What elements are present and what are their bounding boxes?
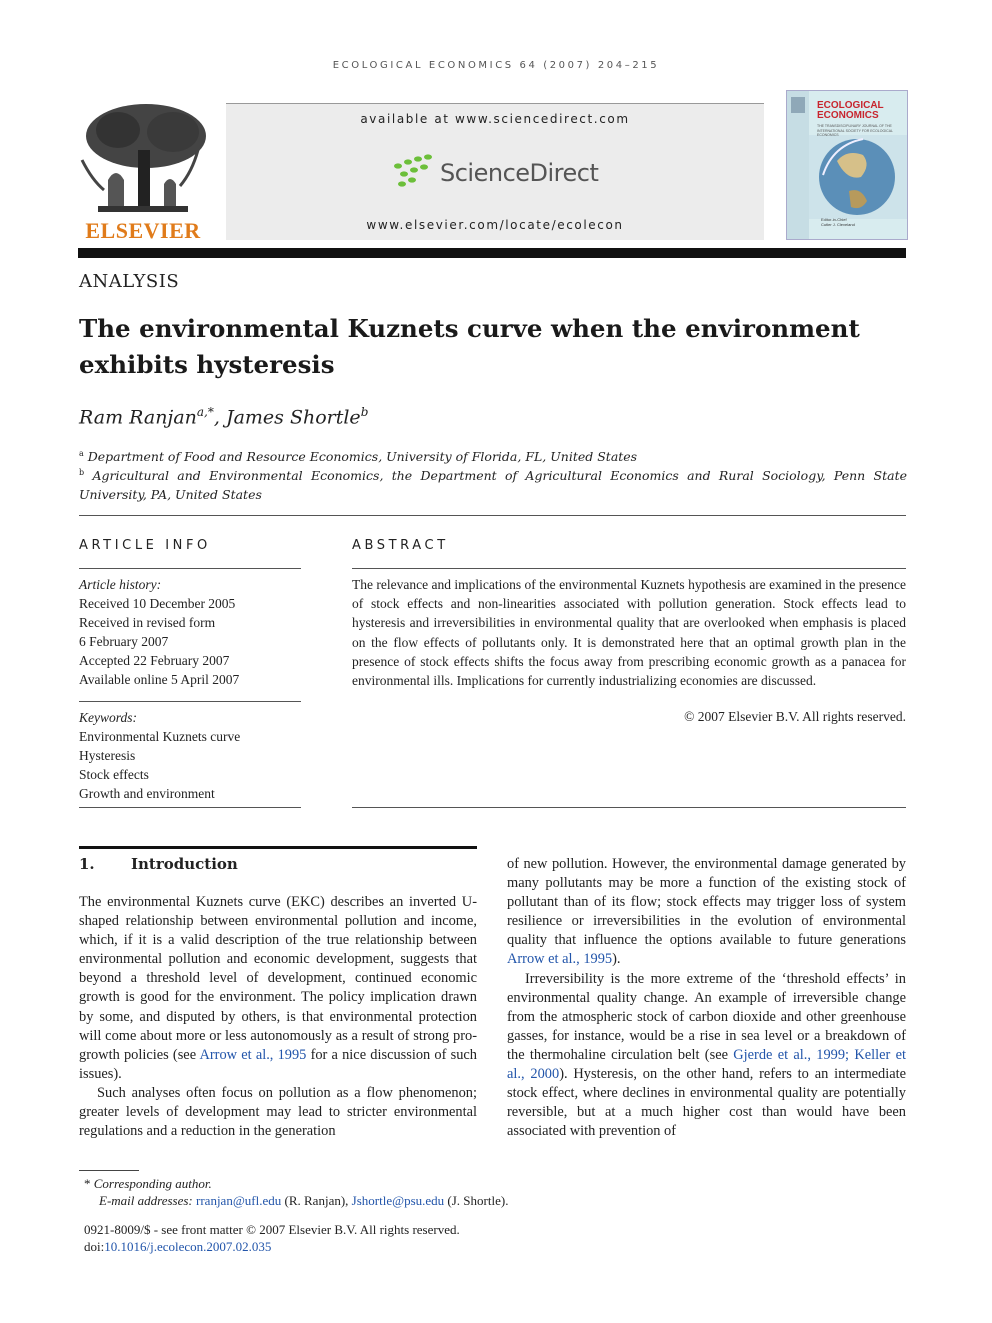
sciencedirect-leaf-icon	[392, 152, 440, 192]
citation-link[interactable]: Arrow et al., 1995	[199, 1046, 307, 1063]
abstract-text: The relevance and implications of the environmental Kuznets hypothesis are examined in the presence of stock effects and non-linearities associated with pollution generation. Stock effects lead to hysteresis and irreversibilities in environmental quality that are overlooked when emphasis is placed on the flow effects of pollutants only. It is demonstrated here that an optimal growth plan in the presence of stock effects shifts the focus away from prescribing economic growth as a panacea for environmental ills. Implications for currently industrializing economies are discussed.	[352, 577, 906, 689]
section-heading	[79, 855, 238, 873]
history-item: Received 10 December 2005	[79, 596, 236, 611]
left-column	[79, 893, 477, 1141]
available-at-text[interactable]: available at www.sciencedirect.com	[360, 112, 630, 126]
citation-link[interactable]: Gjerde et al., 1999; Keller et al., 2000	[507, 1046, 906, 1083]
section-number: 1.	[79, 855, 95, 873]
keyword: Stock effects	[79, 767, 149, 782]
history-label: Article history:	[79, 577, 162, 592]
affiliation-mark: a	[79, 449, 84, 458]
cover-title: ECOLOGICAL ECONOMICS	[817, 100, 884, 121]
author-sup: a,*	[196, 405, 214, 419]
paragraph-text: of new pollution. However, the environmental damage generated by many pollutants may be more a function of the existing stock of pollutant than of its flow; stock effects may trigger loss of system resilience or irreversibilities in the evolution of environmental quality that influence the options available to future generations	[507, 856, 906, 949]
history-item: Received in revised form	[79, 615, 216, 630]
paragraph	[79, 893, 477, 1084]
email-owner: (R. Ranjan),	[281, 1193, 352, 1208]
journal-citation: ECOLOGICAL ECONOMICS 64 (2007) 204–215	[332, 60, 660, 71]
paragraph	[507, 970, 906, 1142]
affiliation-text: Department of Food and Resource Economics, University of Florida, FL, United States	[87, 449, 638, 465]
footnote-emails	[99, 1192, 508, 1209]
keyword: Environmental Kuznets curve	[79, 729, 241, 744]
citation-link[interactable]: Arrow et al., 1995	[507, 951, 613, 968]
abstract-copyright: © 2007 Elsevier B.V. All rights reserved.	[684, 709, 906, 724]
keywords-label: Keywords:	[79, 710, 137, 725]
article-history	[79, 575, 304, 689]
sciencedirect-wordmark[interactable]: ScienceDirect	[440, 159, 599, 187]
paragraph-text: The environmental Kuznets curve (EKC) describes an inverted U-shaped relationship between environmental pollution and income, which, if it is a valid description of the true relationship between environmental pollution and economic development, suggests that beyond a threshold level of development, continued economic growth is good for the environment. The policy implication drawn by some, and disputed by others, is that environmental protection will come about more or less autonomously as a result of strong pro-growth policies (see	[79, 894, 477, 1063]
section-title: Introduction	[131, 855, 238, 873]
footnote-text: Corresponding author.	[93, 1176, 212, 1191]
doi-label: doi:	[84, 1239, 105, 1254]
section-rule	[79, 846, 477, 849]
paragraph-text: Irreversibility is the more extreme of the ‘threshold effects’ in environmental quality change. An example of irreversible change from the atmospheric stock of carbon dioxide and other greenhouse gasses, for instance, would be a rise in sea level or a breakdown of the thermohaline circulation belt (see	[507, 970, 906, 1063]
history-item: Available online 5 April 2007	[79, 672, 240, 687]
paragraph-text: ).	[612, 951, 621, 968]
email-owner: (J. Shortle).	[444, 1193, 509, 1208]
keywords	[79, 708, 304, 803]
divider	[352, 568, 906, 569]
author-separator: ,	[213, 406, 226, 429]
divider	[79, 568, 301, 569]
paragraph-text: for a nice discussion of such issues).	[79, 1046, 477, 1082]
paragraph: Such analyses often focus on pollution as a flow phenomenon; greater levels of development may lead to stricter environmental regulations and a reduction in the generation	[79, 1084, 477, 1140]
divider	[79, 807, 301, 808]
doi-line	[84, 1239, 271, 1255]
article-section: ANALYSIS	[79, 271, 180, 292]
abstract-heading: ABSTRACT	[352, 538, 449, 553]
keyword: Hysteresis	[79, 748, 136, 763]
affiliation-text: Agricultural and Environmental Economics, the Department of Agricultural Economics and Rural Sociology, Penn State University, PA, United States	[79, 468, 907, 503]
divider	[79, 701, 301, 702]
affiliation-b	[79, 463, 907, 504]
cover-editor-name: Cutler J. Cleveland	[821, 222, 855, 227]
right-column	[507, 855, 906, 1141]
author-name[interactable]: Ram Ranjan	[79, 406, 197, 429]
divider	[79, 515, 906, 516]
article-info-heading: ARTICLE INFO	[79, 538, 211, 553]
footnote-star: *	[84, 1176, 91, 1191]
affiliation-mark: b	[79, 468, 85, 477]
footnote-rule	[79, 1170, 139, 1171]
email-link[interactable]: Jshortle@psu.edu	[351, 1193, 445, 1208]
history-item: Accepted 22 February 2007	[79, 653, 230, 668]
divider	[352, 807, 906, 808]
cover-subtitle: THE TRANSDISCIPLINARY JOURNAL OF THE INTERNATIONAL SOCIETY FOR ECOLOGICAL ECONOMICS	[817, 124, 893, 137]
doi-link[interactable]: 10.1016/j.ecolecon.2007.02.035	[104, 1239, 272, 1254]
footnote-corresponding	[84, 1175, 212, 1192]
email-link[interactable]: rranjan@ufl.edu	[196, 1193, 282, 1208]
cover-editor-label: Editor-in-Chief	[821, 217, 847, 222]
author-sup: b	[360, 405, 369, 419]
journal-url[interactable]: www.elsevier.com/locate/ecolecon	[366, 218, 624, 232]
author-list	[79, 405, 368, 428]
cover-editor	[821, 217, 855, 227]
history-item: 6 February 2007	[79, 634, 169, 649]
paragraph-text: ). Hysteresis, on the other hand, refers to an intermediate stock effect, where declines in environmental quality are potentially reversible, but at a much higher cost than would have been associated with prevention of	[507, 1066, 907, 1140]
header-rule	[78, 248, 906, 258]
article-title: The environmental Kuznets curve when the environment exhibits hysteresis	[79, 314, 860, 379]
journal-cover[interactable]	[786, 90, 908, 240]
elsevier-wordmark[interactable]: ELSEVIER	[85, 218, 201, 243]
author-name[interactable]: James Shortle	[225, 406, 361, 429]
email-label: E-mail addresses:	[99, 1193, 193, 1208]
keyword: Growth and environment	[79, 786, 215, 801]
issn-line: 0921-8009/$ - see front matter © 2007 Elsevier B.V. All rights reserved.	[84, 1222, 460, 1237]
paragraph	[507, 855, 906, 970]
